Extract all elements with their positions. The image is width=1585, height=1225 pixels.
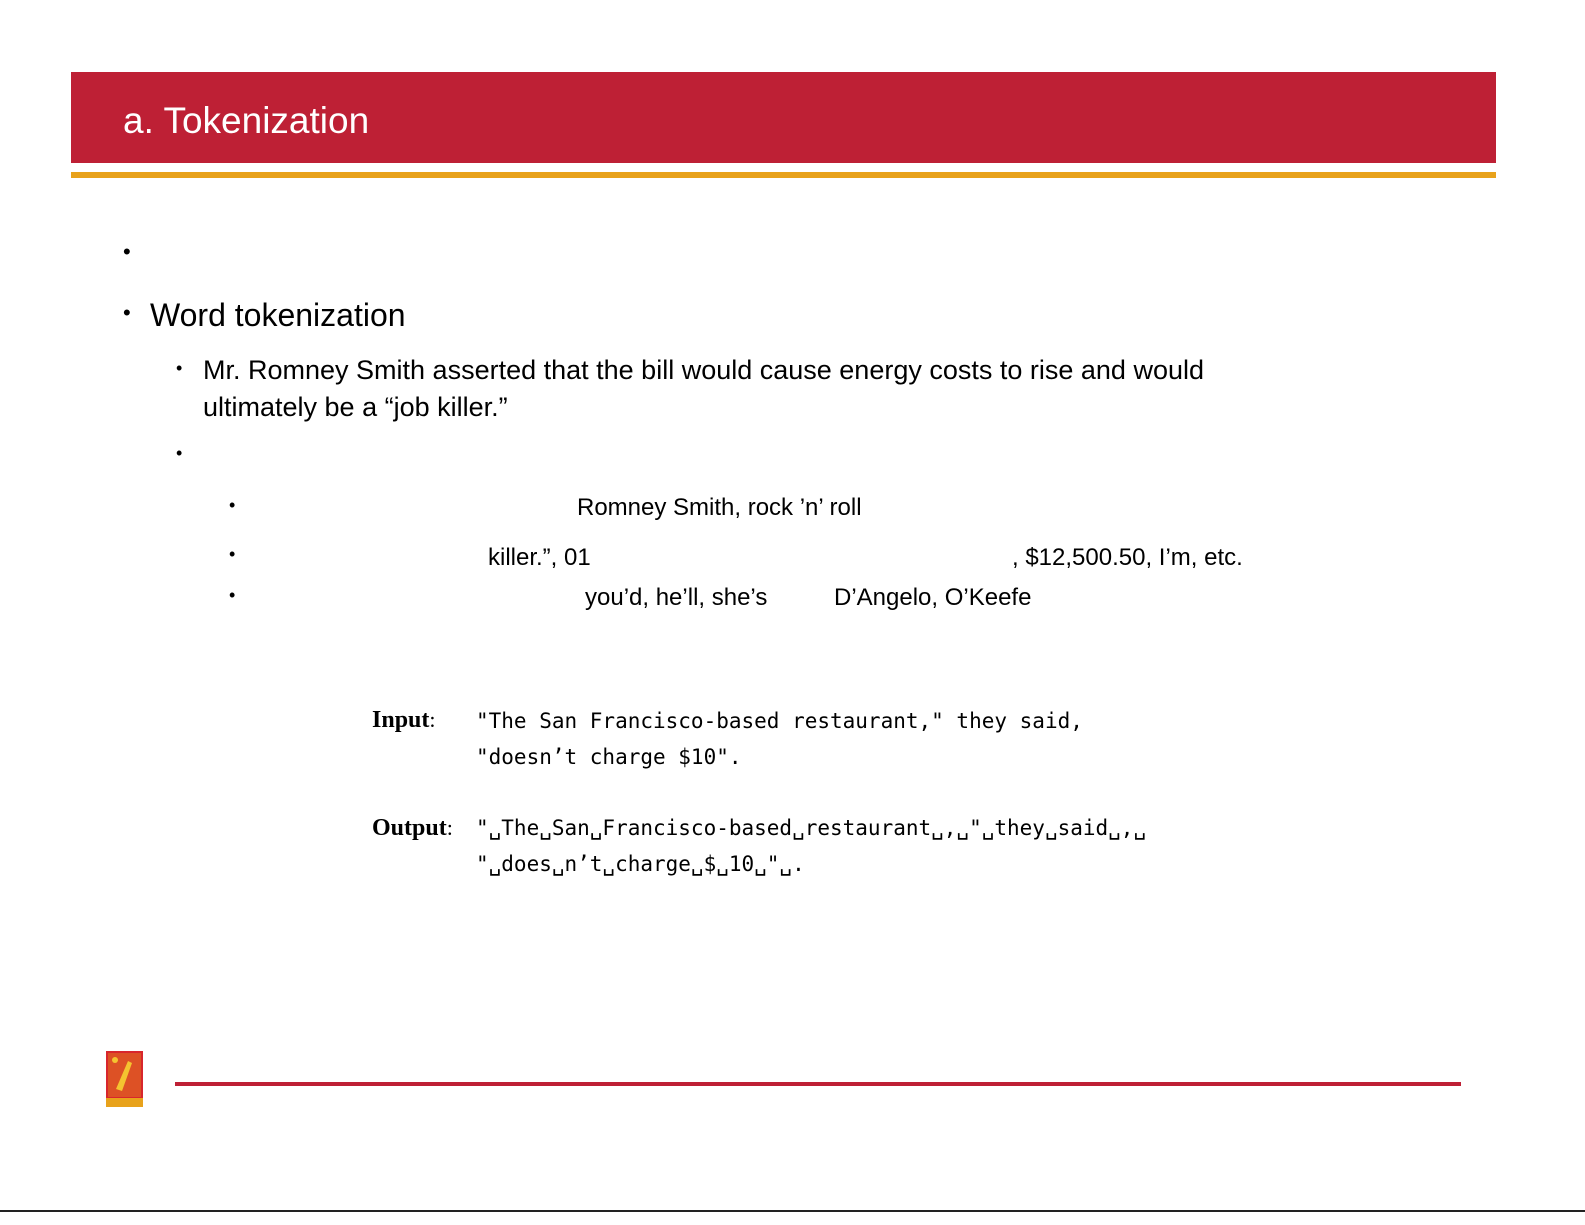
input-line-1: "The San Francisco-based restaurant," they said, xyxy=(476,709,1083,733)
bullet-dot: • xyxy=(229,544,236,564)
title-underline xyxy=(71,172,1496,178)
output-label-row xyxy=(372,815,453,842)
bullet-dot: • xyxy=(176,443,183,463)
sub-example-2b: , $12,500.50, I’m, etc. xyxy=(1012,544,1243,571)
input-line-2: "doesn’t charge $10". xyxy=(476,745,742,769)
example-sentence-line-2: ultimately be a “job killer.” xyxy=(203,392,508,422)
output-line-1: "␣The␣San␣Francisco-based␣restaurant␣,␣"␣they␣said␣,␣ xyxy=(476,816,1147,840)
bullet-word-tokenization: Word tokenization xyxy=(150,297,406,333)
output-line-2: "␣does␣n’t␣charge␣$␣10␣"␣. xyxy=(476,852,805,876)
output-colon: : xyxy=(446,815,453,840)
bullet-dot: • xyxy=(229,585,236,605)
input-label-row xyxy=(372,707,436,734)
slide-title-bar xyxy=(71,72,1496,163)
bullet-dot: • xyxy=(123,300,131,325)
sub-example-1: Romney Smith, rock ’n’ roll xyxy=(577,494,862,521)
sub-example-3a: you’d, he’ll, she’s xyxy=(585,584,768,611)
page-bottom-border xyxy=(0,1210,1585,1212)
input-colon: : xyxy=(429,707,436,732)
sub-example-2a: killer.”, 01 xyxy=(488,544,591,571)
bullet-dot: • xyxy=(176,358,183,378)
bullet-dot: • xyxy=(123,239,131,264)
university-logo-icon xyxy=(106,1051,143,1107)
output-label: Output xyxy=(372,815,447,841)
slide-title: a. Tokenization xyxy=(123,100,370,141)
footer-rule xyxy=(175,1082,1461,1086)
bullet-dot: • xyxy=(229,495,236,515)
example-sentence-line-1: Mr. Romney Smith asserted that the bill would cause energy costs to rise and would xyxy=(203,355,1204,385)
input-label: Input xyxy=(372,707,430,733)
sub-example-3b: D’Angelo, O’Keefe xyxy=(834,584,1032,611)
